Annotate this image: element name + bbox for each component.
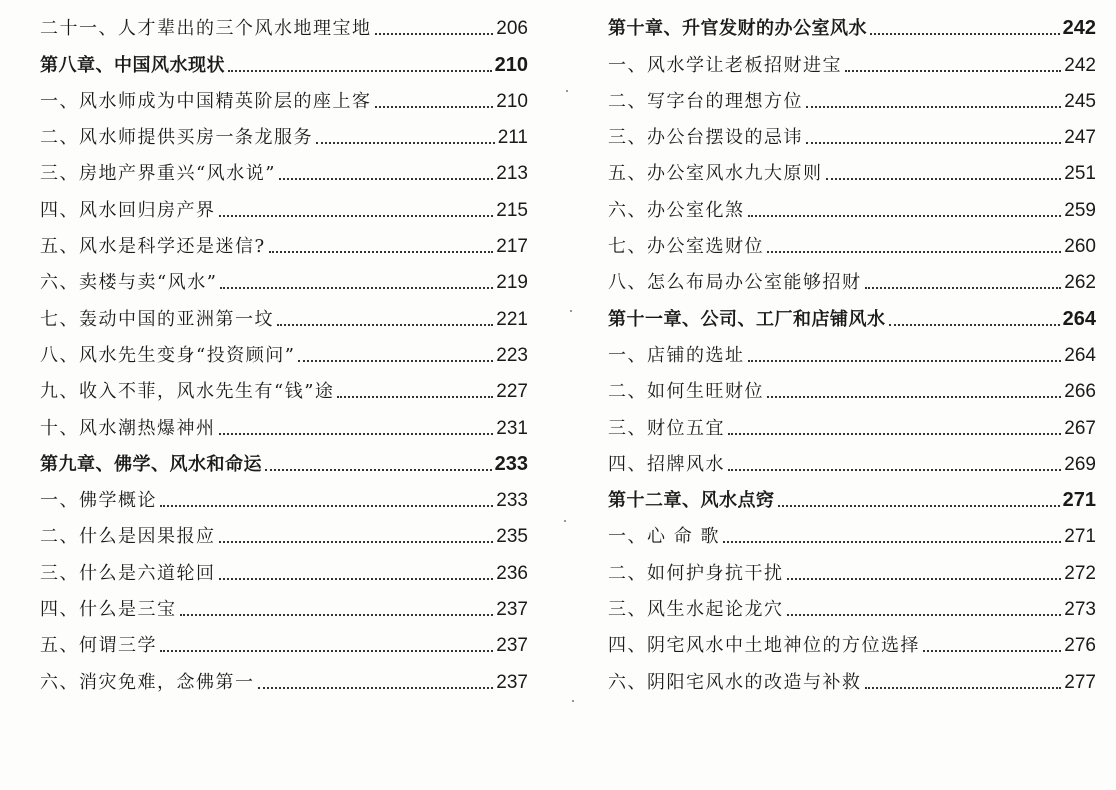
section-title: 三、什么是六道轮回 xyxy=(40,562,216,584)
dot-leader xyxy=(316,142,495,144)
page-number: 242 xyxy=(1064,54,1096,76)
toc-chapter-entry[interactable] xyxy=(608,4,1096,40)
page-number: 237 xyxy=(496,599,528,621)
toc-section-entry[interactable] xyxy=(40,512,528,548)
toc-section-entry[interactable] xyxy=(40,585,528,621)
toc-chapter-entry[interactable] xyxy=(608,476,1096,512)
section-title: 九、收入不菲，风水先生有“钱”途 xyxy=(40,381,335,403)
dot-leader xyxy=(748,360,1062,362)
chapter-title: 第八章、中国风水现状 xyxy=(40,54,225,76)
toc-section-entry[interactable] xyxy=(40,222,528,258)
toc-chapter-entry[interactable] xyxy=(40,40,528,76)
section-title: 四、风水回归房产界 xyxy=(40,199,216,221)
section-title: 八、风水先生变身“投资顾问” xyxy=(40,344,296,366)
page-number: 266 xyxy=(1064,381,1096,403)
toc-section-entry[interactable] xyxy=(40,657,528,693)
toc-right-column xyxy=(608,4,1096,694)
toc-section-entry[interactable] xyxy=(40,367,528,403)
page-number: 221 xyxy=(496,308,528,330)
dot-leader xyxy=(337,396,493,398)
section-title: 一、风水学让老板招财进宝 xyxy=(608,54,842,76)
section-title: 三、房地产界重兴“风水说” xyxy=(40,163,276,185)
toc-section-entry[interactable] xyxy=(608,222,1096,258)
page-number: 267 xyxy=(1064,417,1096,439)
section-title: 一、佛学概论 xyxy=(40,490,157,512)
dot-leader xyxy=(870,33,1060,35)
page-number: 217 xyxy=(496,236,528,258)
dot-leader xyxy=(375,106,494,108)
page-number: 223 xyxy=(496,344,528,366)
chapter-title: 第十二章、风水点窍 xyxy=(608,490,775,512)
section-title: 一、心 命 歌 xyxy=(608,526,720,548)
section-title: 十、风水潮热爆神州 xyxy=(40,417,216,439)
section-title: 二十一、人才辈出的三个风水地理宝地 xyxy=(40,18,372,40)
toc-section-entry[interactable] xyxy=(40,149,528,185)
dot-leader xyxy=(265,469,492,471)
toc-left-column xyxy=(40,4,528,694)
dot-leader xyxy=(219,541,494,543)
toc-chapter-entry[interactable] xyxy=(40,440,528,476)
toc-section-entry[interactable] xyxy=(608,77,1096,113)
page-number: 264 xyxy=(1062,307,1096,330)
chapter-title: 第十章、升官发财的办公室风水 xyxy=(608,18,867,40)
page-number: 213 xyxy=(496,163,528,185)
page-number: 271 xyxy=(1062,489,1096,512)
dot-leader xyxy=(277,324,493,326)
page-number: 276 xyxy=(1064,635,1096,657)
page-number: 206 xyxy=(496,18,528,40)
page-number: 260 xyxy=(1064,236,1096,258)
dot-leader xyxy=(298,360,493,362)
section-title: 六、消灾免难，念佛第一 xyxy=(40,671,255,693)
section-title: 五、何谓三学 xyxy=(40,635,157,657)
toc-section-entry[interactable] xyxy=(40,621,528,657)
dot-leader xyxy=(219,433,494,435)
section-title: 二、风水师提供买房一条龙服务 xyxy=(40,127,313,149)
section-title: 四、什么是三宝 xyxy=(40,599,177,621)
section-title: 四、招牌风水 xyxy=(608,453,725,475)
section-title: 二、写字台的理想方位 xyxy=(608,90,803,112)
dot-leader xyxy=(889,324,1060,326)
dot-leader xyxy=(219,578,494,580)
section-title: 一、店铺的选址 xyxy=(608,344,745,366)
dot-leader xyxy=(375,33,494,35)
toc-section-entry[interactable] xyxy=(608,403,1096,439)
dot-leader xyxy=(865,287,1062,289)
toc-section-entry[interactable] xyxy=(40,4,528,40)
page-number: 264 xyxy=(1064,344,1096,366)
page-number: 210 xyxy=(496,90,528,112)
page-number: 231 xyxy=(496,417,528,439)
dot-leader xyxy=(723,541,1061,543)
section-title: 六、阴阳宅风水的改造与补救 xyxy=(608,671,862,693)
section-title: 三、办公台摆设的忌讳 xyxy=(608,127,803,149)
page-number: 235 xyxy=(496,526,528,548)
chapter-title: 第九章、佛学、风水和命运 xyxy=(40,453,262,475)
toc-section-entry[interactable] xyxy=(40,113,528,149)
dot-leader xyxy=(180,614,494,616)
section-title: 七、办公室选财位 xyxy=(608,236,764,258)
page-number: 237 xyxy=(496,635,528,657)
page-number: 236 xyxy=(496,562,528,584)
page-number: 273 xyxy=(1064,599,1096,621)
section-title: 六、卖楼与卖“风水” xyxy=(40,272,218,294)
dot-leader xyxy=(228,70,492,72)
toc-section-entry[interactable] xyxy=(608,621,1096,657)
toc-section-entry[interactable] xyxy=(608,113,1096,149)
section-title: 八、怎么布局办公室能够招财 xyxy=(608,272,862,294)
page-number: 251 xyxy=(1064,163,1096,185)
toc-section-entry[interactable] xyxy=(608,258,1096,294)
toc-section-entry[interactable] xyxy=(608,585,1096,621)
section-title: 三、风生水起论龙穴 xyxy=(608,599,784,621)
dot-leader xyxy=(787,614,1062,616)
page-number: 219 xyxy=(496,272,528,294)
toc-section-entry[interactable] xyxy=(40,258,528,294)
toc-section-entry[interactable] xyxy=(608,657,1096,693)
dot-leader xyxy=(160,505,493,507)
page-number: 215 xyxy=(496,199,528,221)
section-title: 二、如何生旺财位 xyxy=(608,381,764,403)
page-number: 210 xyxy=(494,53,528,76)
dot-leader xyxy=(806,106,1061,108)
toc-section-entry[interactable] xyxy=(40,476,528,512)
page-number: 245 xyxy=(1064,90,1096,112)
toc-section-entry[interactable] xyxy=(40,185,528,221)
page-number: 269 xyxy=(1064,453,1096,475)
page-number: 211 xyxy=(497,127,528,149)
page-number: 271 xyxy=(1064,526,1096,548)
page-number: 233 xyxy=(494,452,528,475)
dot-leader xyxy=(279,178,493,180)
section-title: 七、轰动中国的亚洲第一坟 xyxy=(40,308,274,330)
dot-leader xyxy=(778,505,1060,507)
toc-section-entry[interactable] xyxy=(608,512,1096,548)
page-number: 247 xyxy=(1064,127,1096,149)
dot-leader xyxy=(845,70,1061,72)
section-title: 四、阴宅风水中土地神位的方位选择 xyxy=(608,635,920,657)
toc-section-entry[interactable] xyxy=(608,367,1096,403)
toc-section-entry[interactable] xyxy=(608,185,1096,221)
dot-leader xyxy=(220,287,493,289)
section-title: 二、什么是因果报应 xyxy=(40,526,216,548)
section-title: 三、财位五宜 xyxy=(608,417,725,439)
dot-leader xyxy=(806,142,1061,144)
toc-section-entry[interactable] xyxy=(40,403,528,439)
page-number: 262 xyxy=(1064,272,1096,294)
toc-section-entry[interactable] xyxy=(608,331,1096,367)
page-number: 272 xyxy=(1064,562,1096,584)
chapter-title: 第十一章、公司、工厂和店铺风水 xyxy=(608,308,886,330)
toc-chapter-entry[interactable] xyxy=(608,294,1096,330)
section-title: 二、如何护身抗干扰 xyxy=(608,562,784,584)
dot-leader xyxy=(787,578,1062,580)
dot-leader xyxy=(865,687,1062,689)
dot-leader xyxy=(767,251,1061,253)
page-number: 227 xyxy=(496,381,528,403)
page-gutter xyxy=(556,0,584,790)
toc-section-entry[interactable] xyxy=(608,149,1096,185)
dot-leader xyxy=(767,396,1061,398)
page-number: 242 xyxy=(1062,17,1096,40)
dot-leader xyxy=(258,687,494,689)
page-number: 233 xyxy=(496,490,528,512)
dot-leader xyxy=(269,251,494,253)
section-title: 五、风水是科学还是迷信? xyxy=(40,236,266,258)
section-title: 六、办公室化煞 xyxy=(608,199,745,221)
dot-leader xyxy=(728,433,1061,435)
dot-leader xyxy=(748,215,1062,217)
dot-leader xyxy=(826,178,1062,180)
toc-section-entry[interactable] xyxy=(40,548,528,584)
toc-section-entry[interactable] xyxy=(40,331,528,367)
toc-section-entry[interactable] xyxy=(40,77,528,113)
toc-section-entry[interactable] xyxy=(608,548,1096,584)
dot-leader xyxy=(923,650,1061,652)
toc-section-entry[interactable] xyxy=(608,40,1096,76)
section-title: 一、风水师成为中国精英阶层的座上客 xyxy=(40,90,372,112)
dot-leader xyxy=(219,215,494,217)
section-title: 五、办公室风水九大原则 xyxy=(608,163,823,185)
dot-leader xyxy=(728,469,1061,471)
toc-section-entry[interactable] xyxy=(608,440,1096,476)
toc-section-entry[interactable] xyxy=(40,294,528,330)
dot-leader xyxy=(160,650,493,652)
page-number: 277 xyxy=(1064,671,1096,693)
page-number: 259 xyxy=(1064,199,1096,221)
page-number: 237 xyxy=(496,671,528,693)
